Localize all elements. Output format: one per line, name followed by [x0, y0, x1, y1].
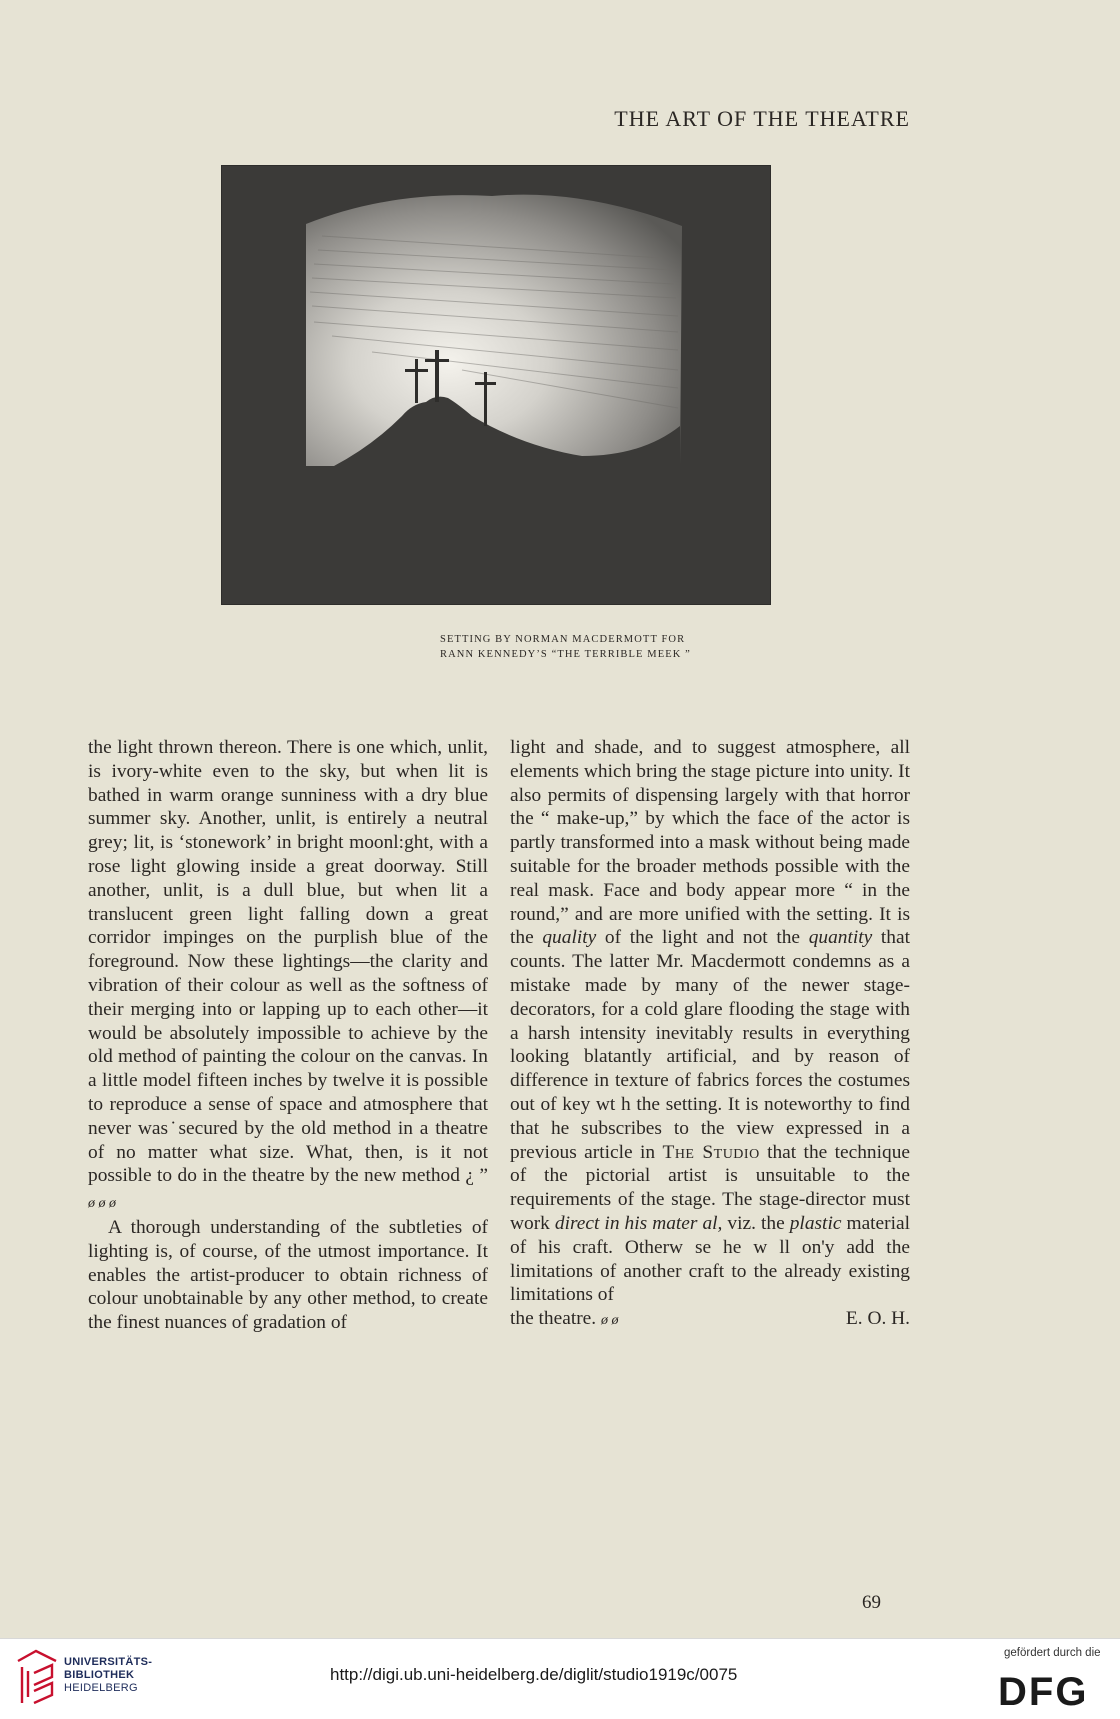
left-column	[88, 736, 488, 1335]
digitization-footer	[0, 1638, 1120, 1719]
signoff-text	[510, 1307, 619, 1333]
signoff-row	[510, 1307, 910, 1333]
illustration-plate	[222, 166, 770, 604]
emphasis-quantity: quantity	[808, 927, 873, 949]
left-paragraph-2: A thorough understanding of the subtleties of lighting is, of course, of the utmost importance. It enables the artist-producer to obtain richness of colour unobtainable by any other method, to create the finest nuances of gradation of	[88, 1216, 488, 1334]
emphasis-plastic: plastic	[789, 1212, 842, 1234]
permalink-url[interactable]: http://digi.ub.uni-heidelberg.de/diglit/studio1919c/0075	[330, 1665, 738, 1684]
right-column	[510, 736, 910, 1333]
ornament-leaves	[88, 1196, 116, 1211]
right-paragraph-1	[510, 736, 910, 1307]
right-text-e: viz. the	[722, 1212, 790, 1234]
right-text-b: of the light and not the	[596, 927, 809, 949]
emphasis-direct: direct in his mater al,	[554, 1212, 723, 1234]
caption-line-1: SETTING BY NORMAN MACDERMOTT FOR	[440, 634, 686, 645]
page-number: 69	[862, 1592, 881, 1613]
left-paragraph-1	[88, 736, 488, 1216]
library-line-1: UNIVERSITÄTS-	[64, 1656, 153, 1668]
right-text-a: light and shade, and to suggest atmosphere, all elements which bring the stage picture into unity. It also permits of dispensing largely with that horror the “ make-up,” by which the face of the actor is partly transformed into a mask without being made suitable for the broader methods possible with the real mask. Face and body appear more “ in the round,” and are more unified with the setting. It is the	[510, 737, 910, 949]
the-studio-smallcaps: The Studio	[662, 1141, 760, 1163]
three-crosses-illustration	[222, 166, 770, 604]
signoff-ornaments: ø ø	[601, 1313, 619, 1329]
library-line-2: BIBLIOTHEK	[64, 1669, 135, 1681]
ornament-text: ø ø ø	[88, 1196, 116, 1212]
plate-caption	[440, 632, 800, 662]
right-text-f: material of his craft. Otherw se he w ll on'y add the limitations of another craft to the already existing limitations of	[510, 1212, 911, 1306]
library-name	[64, 1656, 152, 1695]
right-text-c: that counts. The latter Mr. Macdermott condemns as a mistake made by many of the newer stage-decorators, for a cold glare flooding the stage with a harsh intensity inevitably results in everything looking blatantly artificial, and by reason of difference in texture of fabrics forces the costumes out of key wt h the setting. It is noteworthy to find that he subscribes to the view expressed in a previous article in	[510, 927, 910, 1163]
dfg-logo-text: DFG	[998, 1670, 1089, 1711]
library-line-3: HEIDELBERG	[64, 1682, 138, 1694]
running-head: THE ART OF THE THEATRE	[614, 106, 910, 131]
emphasis-quality: quality	[542, 927, 597, 949]
left-paragraph-1-text: the light thrown thereon. There is one which, unlit, is ivory-white even to the sky, but when lit is bathed in warm orange sunniness with a dry blue summer sky. Another, unlit, is entirely a neutral grey; lit, is ‘stonework’ in bright moonl:ght, with a rose light glowing inside a great doorway. Still another, unlit, is a dull blue, but when lit a translucent green light falling down a great corridor impinges on the purplish blue of the foreground. Now these lightings—the clarity and vibration of their colour as well as the softness of their merging into or lapping up to each other—it would be absolutely impossible to achieve by the old method of painting the colour on the canvas. In a little model fifteen inches by twelve it is possible to reproduce a sense of space and atmosphere that never was˙secured by the old method in a theatre of no matter what size. What, then, is it not possible to do in the theatre by the new method ¿ ”	[88, 737, 488, 1187]
university-library-logo-icon	[14, 1647, 60, 1709]
dfg-logo-icon	[996, 1667, 1106, 1711]
right-text-d: that the technique of the pictorial artist is unsuitable to the requirements of the stage. The stage-director must work	[510, 1141, 911, 1234]
caption-line-2: RANN KENNEDY’S “THE TERRIBLE MEEK ”	[440, 649, 691, 660]
funded-by-label: gefördert durch die	[1004, 1647, 1101, 1659]
author-initials: E. O. H.	[845, 1308, 910, 1330]
the-theatre-text: the theatre.	[510, 1308, 597, 1330]
